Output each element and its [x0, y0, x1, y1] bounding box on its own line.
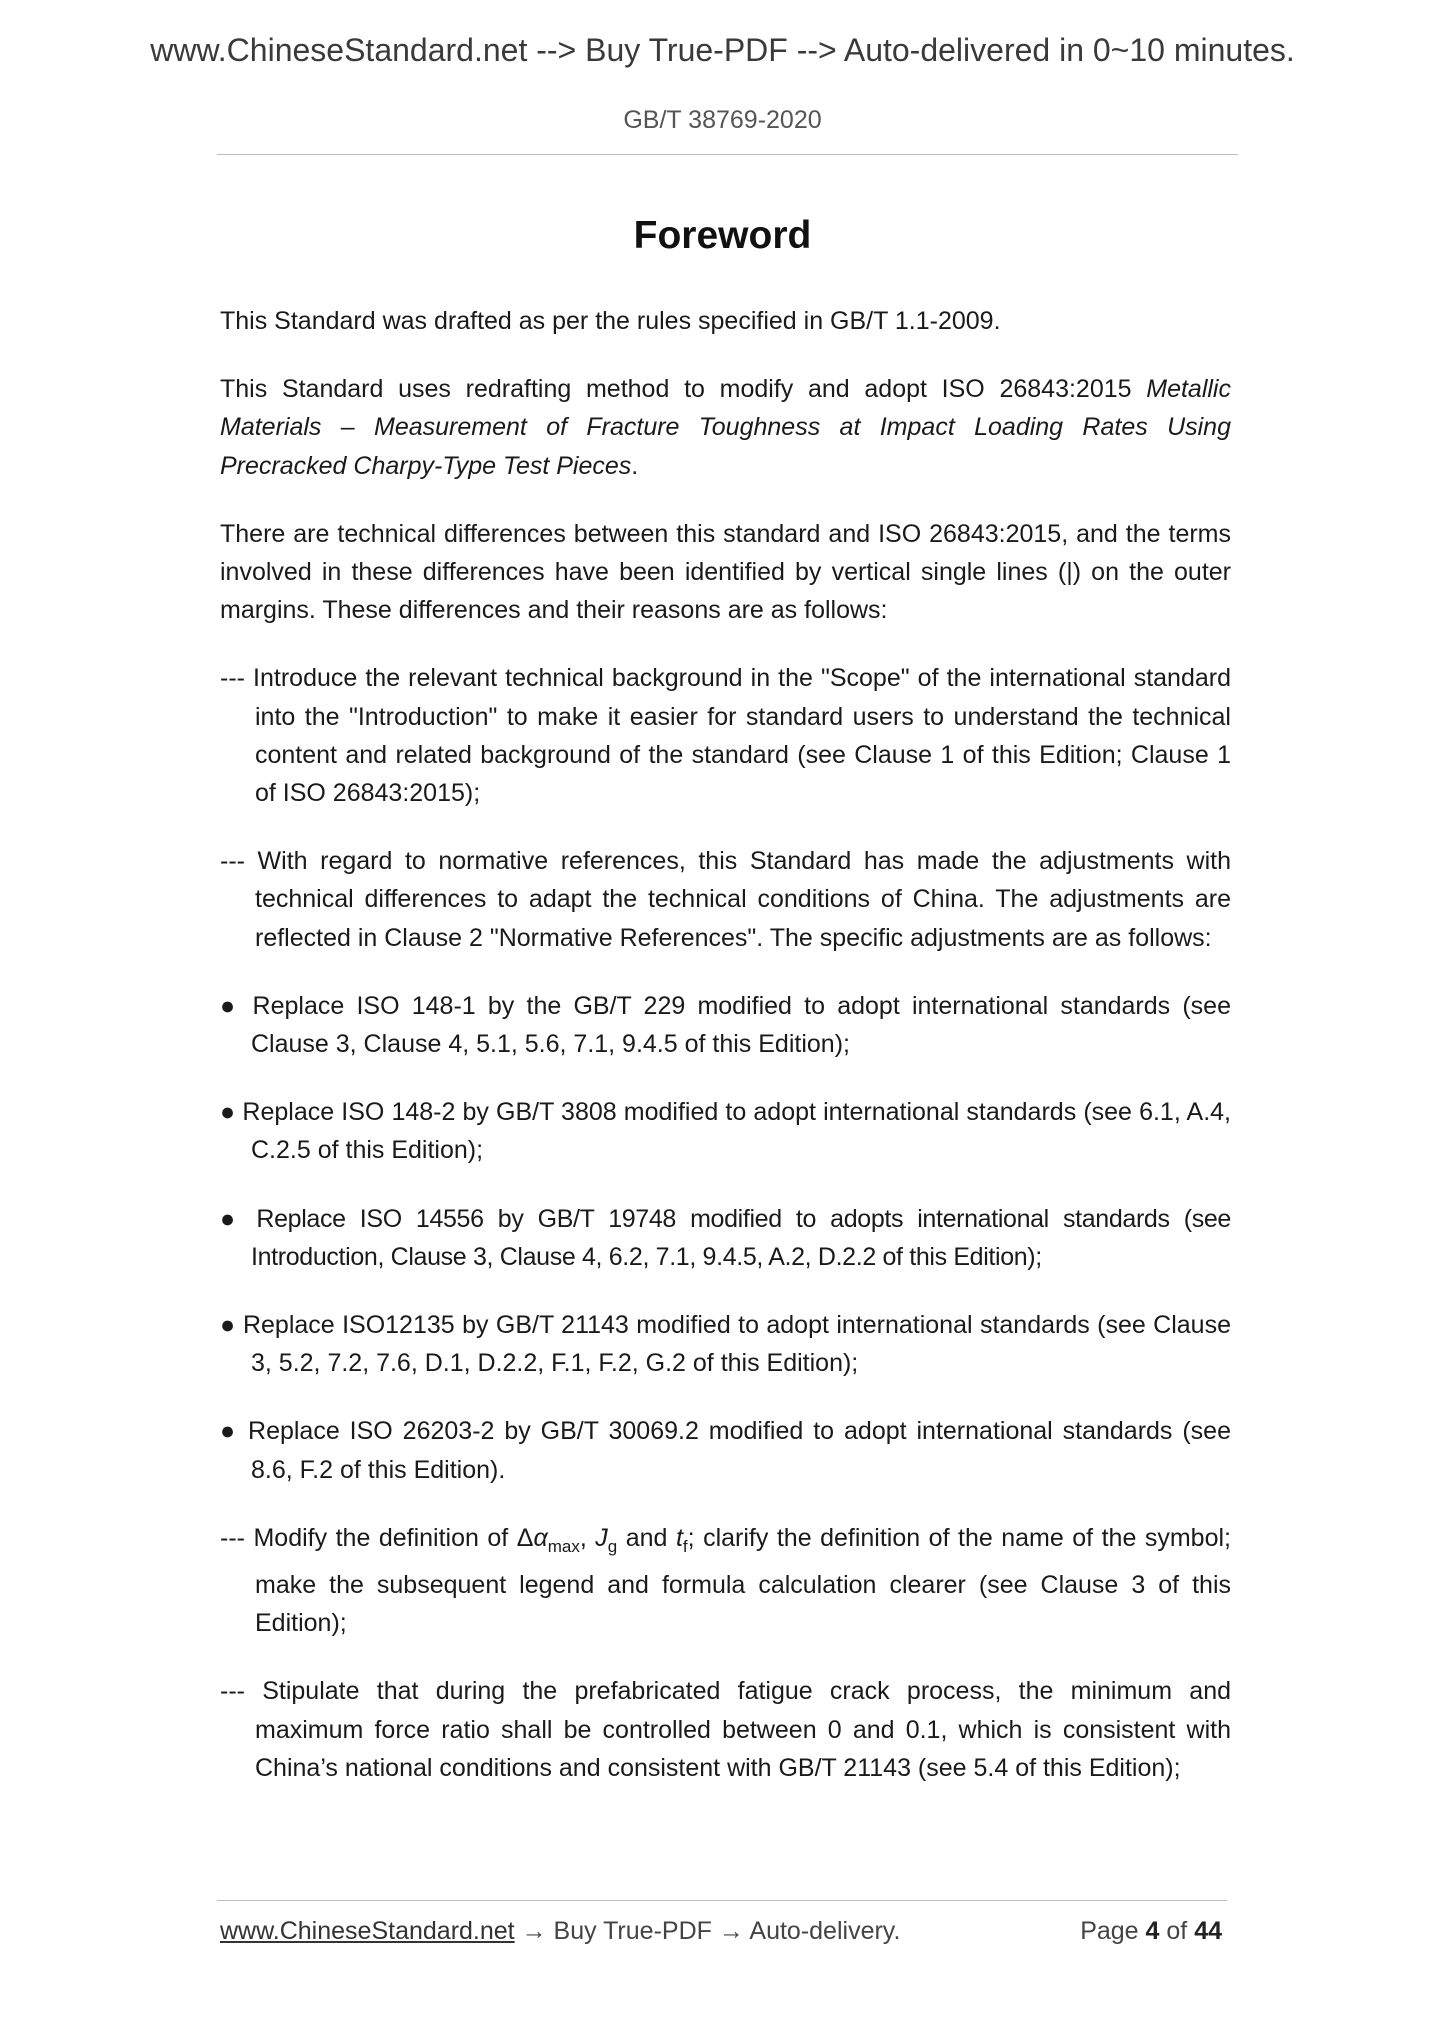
difference-item: --- Stipulate that during the prefabricated fatigue crack process, the minimum and maximum force ratio shall be controlled between 0 and 0.1, which is consistent with China’s national conditions and consistent with GB/T 21143 (see 5.4 of this Edition); [220, 1677, 1231, 1782]
header-divider [217, 154, 1238, 155]
page-number: 4 [1145, 1917, 1160, 1945]
difference-item [220, 1519, 1231, 1643]
footer-link[interactable]: www.ChineseStandard.net [220, 1917, 515, 1945]
bullet-item: ● Replace ISO 148-2 by GB/T 3808 modified to adopt international standards (see 6.1, A.4, C.2.5 of this Edition); [220, 1098, 1231, 1165]
symbol: t [675, 1523, 683, 1552]
subscript: g [607, 1536, 618, 1556]
iso-title: Metallic Materials – Measurement of Fracture Toughness at Impact Loading Rates Using Precracked Charpy-Type Test Pieces [220, 375, 1231, 480]
text: ; clarify the definition of the name of the symbol; make the subsequent legend and formula calculation clearer (see Clause 3 of this Edition); [255, 1523, 1231, 1638]
total-pages: 44 [1194, 1917, 1222, 1945]
paragraph-adoption [220, 370, 1231, 485]
subscript: max [547, 1536, 580, 1556]
bullet-item: ● Replace ISO12135 by GB/T 21143 modified to adopt international standards (see Clause 3, 5.2, 7.2, 7.6, D.1, D.2.2, F.1, F.2, G.2 of this Edition); [220, 1311, 1231, 1378]
bullet-item: ● Replace ISO 14556 by GB/T 19748 modified to adopts international standards (see Introduction, Clause 3, Clause 4, 6.2, 7.1, 9.4.5, A.2, D.2.2 of this Edition); [220, 1204, 1231, 1271]
of-label: of [1159, 1917, 1195, 1945]
symbol: J [595, 1523, 608, 1552]
page-indicator [1080, 1917, 1222, 1946]
text: This Standard uses redrafting method to modify and adopt ISO 26843:2015 [220, 375, 1147, 404]
text: . [631, 451, 639, 480]
footer-divider [217, 1900, 1227, 1901]
subscript: f [682, 1536, 688, 1556]
bullet-item: ● Replace ISO 26203-2 by GB/T 30069.2 modified to adopt international standards (see 8.6, F.2 of this Edition). [220, 1417, 1231, 1484]
paragraph: This Standard was drafted as per the rules specified in GB/T 1.1-2009. [220, 307, 1001, 335]
footer-text: → Buy True-PDF → Auto-delivery. [514, 1917, 901, 1945]
paragraph: There are technical differences between this standard and ISO 26843:2015, and the terms involved in these differences have been identified by vertical single lines (|) on the outer margins. These differences and their reasons are as follows: [220, 519, 1231, 625]
difference-item: --- With regard to normative references, this Standard has made the adjustments with technical differences to adapt the technical conditions of China. The adjustments are reflected in Clause 2 "Normative References". The specific adjustments are as follows: [220, 847, 1231, 952]
footer [220, 1917, 1230, 1946]
header-banner[interactable]: www.ChineseStandard.net --> Buy True-PDF --> Auto-delivered in 0~10 minutes. [150, 32, 1295, 68]
page-title: Foreword [633, 214, 812, 257]
text: and [617, 1523, 676, 1552]
document-body [220, 302, 1231, 1817]
symbol: α [533, 1523, 548, 1552]
bullet-item: ● Replace ISO 148-1 by the GB/T 229 modified to adopt international standards (see Clause 3, Clause 4, 5.1, 5.6, 7.1, 9.4.5 of this Edition); [220, 991, 1231, 1059]
page-label: Page [1080, 1917, 1146, 1945]
text: , [579, 1523, 596, 1552]
difference-item: --- Introduce the relevant technical background in the "Scope" of the international standard into the "Introduction" to make it easier for standard users to understand the technical content and related background of the standard (see Clause 1 of this Edition; Clause 1 of ISO 26843:2015); [220, 664, 1231, 808]
text: --- Modify the definition of Δ [220, 1523, 534, 1552]
standard-code: GB/T 38769-2020 [623, 106, 822, 134]
